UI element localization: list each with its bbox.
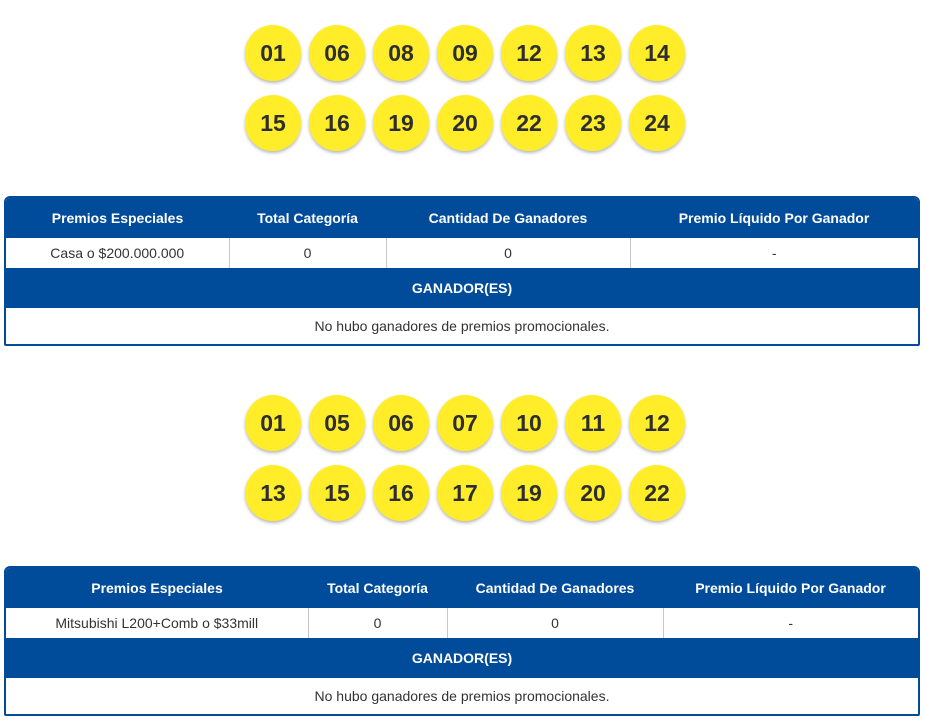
lottery-ball: 06 bbox=[309, 25, 365, 81]
winners-count-cell: 0 bbox=[447, 608, 663, 638]
lottery-ball: 15 bbox=[309, 465, 365, 521]
lottery-ball: 16 bbox=[373, 465, 429, 521]
lottery-ball: 23 bbox=[565, 95, 621, 151]
header-premio-liquido: Premio Líquido Por Ganador bbox=[630, 198, 918, 238]
winners-band: GANADOR(ES) bbox=[6, 268, 918, 308]
lottery-ball: 12 bbox=[629, 395, 685, 451]
lottery-ball: 20 bbox=[565, 465, 621, 521]
prize-name-cell: Mitsubishi L200+Comb o $33mill bbox=[6, 608, 308, 638]
no-winners-message: No hubo ganadores de premios promocionales. bbox=[314, 688, 610, 704]
header-premio-liquido: Premio Líquido Por Ganador bbox=[663, 568, 918, 608]
header-total-categoria: Total Categoría bbox=[308, 568, 447, 608]
lottery-ball: 16 bbox=[309, 95, 365, 151]
total-category-cell: 0 bbox=[308, 608, 447, 638]
special-prizes-table bbox=[6, 568, 918, 638]
special-prizes-table bbox=[6, 198, 918, 268]
lottery-ball: 13 bbox=[565, 25, 621, 81]
header-cantidad-ganadores: Cantidad De Ganadores bbox=[386, 198, 630, 238]
lottery-ball: 17 bbox=[437, 465, 493, 521]
lottery-ball: 22 bbox=[501, 95, 557, 151]
draw-1-balls bbox=[245, 25, 685, 151]
lottery-ball: 19 bbox=[501, 465, 557, 521]
lottery-ball: 09 bbox=[437, 25, 493, 81]
no-winners-message: No hubo ganadores de premios promocionales. bbox=[314, 318, 610, 334]
special-prizes-panel-2 bbox=[4, 566, 920, 716]
lottery-ball: 08 bbox=[373, 25, 429, 81]
winners-count-cell: 0 bbox=[386, 238, 630, 268]
lottery-ball: 01 bbox=[245, 395, 301, 451]
lottery-ball: 24 bbox=[629, 95, 685, 151]
lottery-ball: 06 bbox=[373, 395, 429, 451]
lottery-ball: 07 bbox=[437, 395, 493, 451]
draw-2-balls bbox=[245, 395, 685, 521]
header-premios-especiales: Premios Especiales bbox=[6, 198, 229, 238]
lottery-ball: 15 bbox=[245, 95, 301, 151]
table-row bbox=[6, 608, 918, 638]
lottery-ball: 22 bbox=[629, 465, 685, 521]
net-prize-cell: - bbox=[771, 245, 777, 261]
lottery-ball: 05 bbox=[309, 395, 365, 451]
lottery-ball: 12 bbox=[501, 25, 557, 81]
lottery-ball: 11 bbox=[565, 395, 621, 451]
special-prizes-panel-1 bbox=[4, 196, 920, 346]
winners-band: GANADOR(ES) bbox=[6, 638, 918, 678]
total-category-cell: 0 bbox=[229, 238, 386, 268]
prize-name-cell: Casa o $200.000.000 bbox=[6, 238, 229, 268]
lottery-ball: 13 bbox=[245, 465, 301, 521]
header-total-categoria: Total Categoría bbox=[229, 198, 386, 238]
lottery-ball: 20 bbox=[437, 95, 493, 151]
net-prize-cell: - bbox=[788, 615, 794, 631]
lottery-ball: 14 bbox=[629, 25, 685, 81]
lottery-ball: 01 bbox=[245, 25, 301, 81]
header-premios-especiales: Premios Especiales bbox=[6, 568, 308, 608]
lottery-ball: 10 bbox=[501, 395, 557, 451]
header-cantidad-ganadores: Cantidad De Ganadores bbox=[447, 568, 663, 608]
table-header-row bbox=[6, 568, 918, 608]
table-header-row bbox=[6, 198, 918, 238]
table-row bbox=[6, 238, 918, 268]
lottery-ball: 19 bbox=[373, 95, 429, 151]
